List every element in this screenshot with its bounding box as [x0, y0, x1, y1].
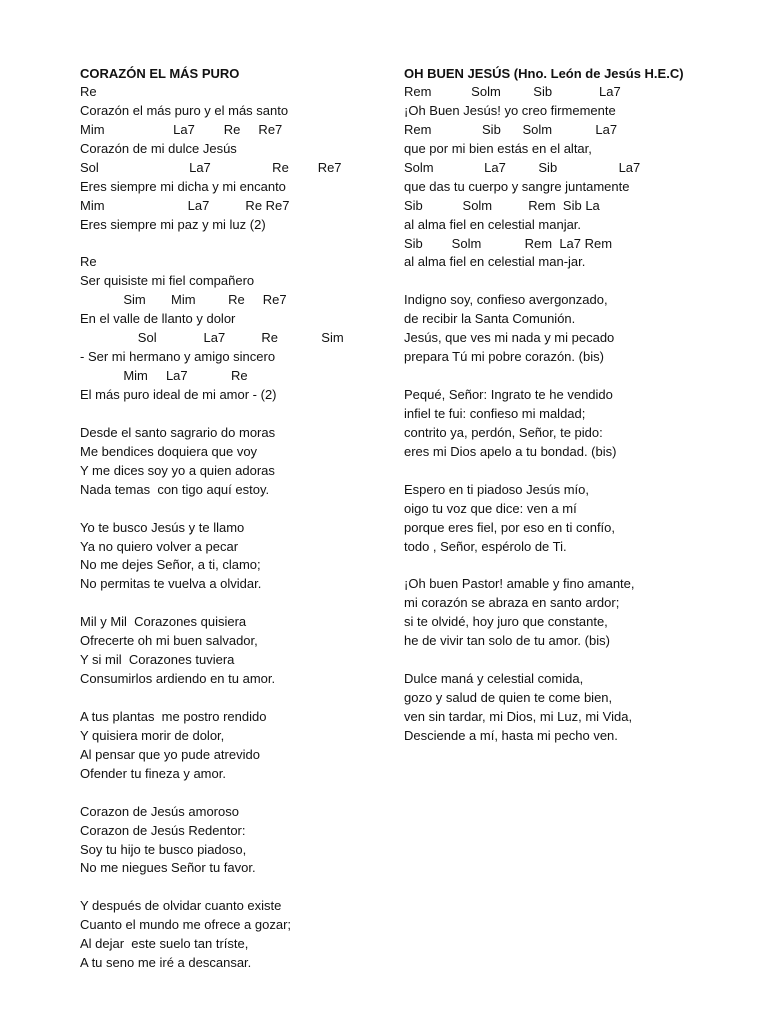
song-title: CORAZÓN EL MÁS PURO [80, 66, 240, 81]
lyric-line: Corazón el más puro y el más santo [80, 102, 289, 118]
lyric-line: Indigno soy, confieso avergonzado, [404, 292, 608, 308]
stanza-gap [80, 594, 380, 613]
stanza-gap [404, 651, 724, 670]
lyric-line: Y después de olvidar cuanto existe [80, 898, 282, 914]
lyric-line: Mim La7 Re Re7 [80, 121, 283, 137]
lyric-line: que por mi bien estás en el altar, [404, 140, 592, 156]
lyric-line: Sib Solm Rem La7 Rem [404, 235, 613, 251]
lyric-line: Al pensar que yo pude atrevido [80, 746, 260, 762]
lyric-line: Consumirlos ardiendo en tu amor. [80, 671, 276, 687]
lyric-line: Ya no quiero volver a pecar [80, 538, 239, 554]
stanza-gap [80, 689, 380, 708]
lyric-line: Jesús, que ves mi nada y mi pecado [404, 330, 615, 346]
lyric-line: Re [80, 84, 97, 99]
lyric-line: Corazón de mi dulce Jesús [80, 140, 237, 156]
lyric-line: Solm La7 Sib La7 [404, 159, 641, 175]
lyric-line: Mil y Mil Corazones quisiera [80, 614, 247, 630]
lyric-line: Sol La7 Re Sim [80, 330, 344, 346]
lyric-line: Sol La7 Re Re7 [80, 159, 342, 175]
song-lyrics [404, 83, 724, 746]
lyric-line: Soy tu hijo te busco piadoso, [80, 841, 247, 857]
song-lyrics [80, 83, 380, 973]
lyric-line: ¡Oh buen Pastor! amable y fino amante, [404, 576, 635, 592]
lyric-line: - Ser mi hermano y amigo sincero [80, 349, 276, 365]
lyric-line: gozo y salud de quien te come bien, [404, 690, 613, 705]
lyric-line: prepara Tú mi pobre corazón. (bis) [404, 349, 604, 365]
lyric-line: No me dejes Señor, a ti, clamo; [80, 557, 261, 573]
lyric-line: Mim La7 Re [80, 368, 248, 384]
lyric-line: Desde el santo sagrario do moras [80, 424, 276, 440]
lyric-line: Yo te busco Jesús y te llamo [80, 519, 245, 535]
lyric-line: al alma fiel en celestial manjar. [404, 216, 582, 232]
lyric-line: El más puro ideal de mi amor - (2) [80, 387, 277, 402]
lyric-line: Sib Solm Rem Sib La [404, 197, 600, 213]
lyric-line: eres mi Dios apelo a tu bondad. (bis) [404, 443, 617, 459]
stanza-gap [80, 878, 380, 897]
stanza-gap [404, 556, 724, 575]
stanza-gap [80, 784, 380, 803]
lyric-line: Sim Mim Re Re7 [80, 292, 287, 308]
lyric-line: Ofrecerte oh mi buen salvador, [80, 633, 258, 649]
lyric-line: No me niegues Señor tu favor. [80, 860, 256, 876]
lyric-line: Mim La7 Re Re7 [80, 197, 290, 213]
lyric-line: Re [80, 254, 97, 270]
lyric-line: porque eres fiel, por eso en ti confío, [404, 519, 616, 535]
lyric-line: Me bendices doquiera que voy [80, 443, 258, 459]
lyric-line: Desciende a mí, hasta mi pecho ven. [404, 727, 618, 743]
lyric-line: Nada temas con tigo aquí estoy. [80, 481, 270, 497]
lyric-line: Y me dices soy yo a quien adoras [80, 462, 275, 478]
song-title: OH BUEN JESÚS (Hno. León de Jesús H.E.C) [404, 66, 684, 81]
lyric-line: No permitas te vuelva a olvidar. [80, 576, 262, 592]
lyric-line: Y quisiera morir de dolor, [80, 727, 225, 743]
lyric-line: ¡Oh Buen Jesús! yo creo firmemente [404, 102, 616, 118]
lyric-line: En el valle de llanto y dolor [80, 311, 236, 327]
stanza-gap [404, 367, 724, 386]
lyric-line: Ser quisiste mi fiel compañero [80, 273, 255, 289]
stanza-gap [80, 405, 380, 424]
lyric-line: A tu seno me iré a descansar. [80, 955, 252, 971]
lyric-line: Rem Sib Solm La7 [404, 121, 618, 137]
lyric-line: Ofender tu fineza y amor. [80, 765, 226, 781]
lyric-line: Rem Solm Sib La7 [404, 84, 621, 99]
lyric-line: contrito ya, perdón, Señor, te pido: [404, 424, 603, 440]
lyric-line: Espero en ti piadoso Jesús mío, [404, 481, 589, 497]
lyric-line: de recibir la Santa Comunión. [404, 311, 576, 327]
lyric-line: Eres siempre mi paz y mi luz (2) [80, 216, 266, 232]
stanza-gap [404, 272, 724, 291]
lyric-line: si te olvidé, hoy juro que constante, [404, 614, 608, 630]
lyric-line: Eres siempre mi dicha y mi encanto [80, 178, 286, 194]
lyric-line: Corazon de Jesús Redentor: [80, 822, 246, 838]
lyric-line: al alma fiel en celestial man-jar. [404, 254, 586, 270]
lyric-line: he de vivir tan solo de tu amor. (bis) [404, 633, 610, 649]
lyric-line: todo , Señor, espérolo de Ti. [404, 538, 567, 554]
lyric-line: A tus plantas me postro rendido [80, 708, 267, 724]
lyric-line: Y si mil Corazones tuviera [80, 652, 235, 668]
lyric-line: infiel te fui: confieso mi maldad; [404, 405, 586, 421]
stanza-gap [404, 462, 724, 481]
song-column-left [80, 64, 380, 973]
lyric-line: oigo tu voz que dice: ven a mí [404, 500, 577, 516]
lyric-line: ven sin tardar, mi Dios, mi Luz, mi Vida, [404, 708, 633, 724]
lyric-line: Corazon de Jesús amoroso [80, 803, 239, 819]
lyric-line: Dulce maná y celestial comida, [404, 671, 584, 687]
stanza-gap [80, 235, 380, 254]
lyric-line: Al dejar este suelo tan tríste, [80, 936, 249, 952]
song-column-right [404, 64, 724, 746]
lyric-line: Pequé, Señor: Ingrato te he vendido [404, 387, 613, 402]
lyric-line: que das tu cuerpo y sangre juntamente [404, 178, 630, 194]
lyric-line: Cuanto el mundo me ofrece a gozar; [80, 917, 292, 933]
lyric-line: mi corazón se abraza en santo ardor; [404, 595, 620, 611]
stanza-gap [80, 500, 380, 519]
